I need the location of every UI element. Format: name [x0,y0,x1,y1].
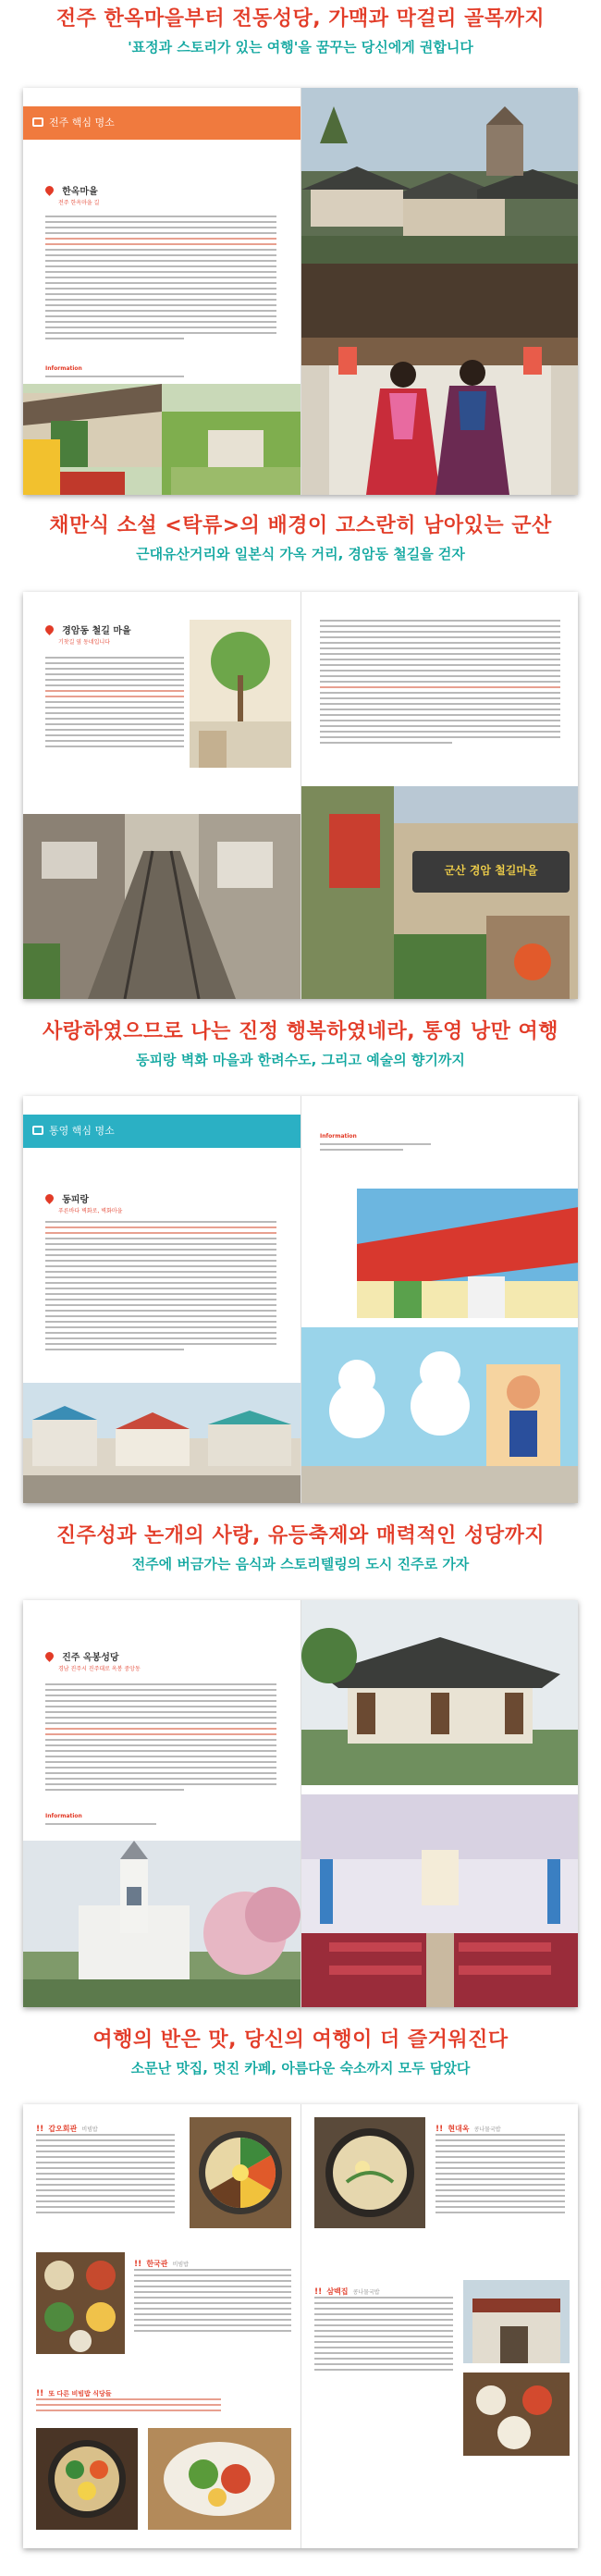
section-jeonju-header [0,0,601,83]
food-plate-photo [148,2428,291,2530]
hanok-roofs-photo [301,88,578,264]
cathedral-exterior-photo [23,1841,300,2007]
rail-village-sign-photo [301,786,578,999]
section-subtitle: 동피랑 벽화 마을과 한려수도, 그리고 예술의 향기까지 [136,1052,465,1068]
section-subtitle: '표정과 스토리가 있는 여행'을 꿈꾸는 당신에게 권합니다 [128,39,473,55]
hanbok-couple-photo [301,264,578,495]
section-subtitle: 근대유산거리와 일본식 가옥 거리, 경암동 철길을 걷자 [136,546,465,562]
book-spread-tongyeong [23,1096,578,1503]
information-label: Information [320,1133,357,1140]
section-tongyeong-header [0,1013,601,1087]
place-subtitle: 기찻길 옆 동네입니다 [58,639,110,646]
place-subtitle: 경남 진주시 진주대로 옥봉 중앙동 [58,1666,141,1672]
body-text [134,2269,291,2336]
location-pin-icon [43,184,55,196]
place-name: 진주 옥봉성당 [62,1653,119,1663]
side-dishes-photo [36,2252,125,2354]
section-jinju-header [0,1517,601,1591]
body-text [314,2297,453,2374]
location-pin-icon [43,623,55,635]
section-title: 여행의 반은 맛, 당신의 여행이 더 즐거워진다 [92,2028,509,2052]
section-banner: 전주 핵심 명소 [23,106,300,140]
place-subtitle: 전주 한옥마을 길 [58,200,100,206]
section-title: 진주성과 논개의 사랑, 유등축제와 매력적인 성당까지 [55,1524,546,1547]
book-spread-jinju [23,1600,578,2007]
body-text [45,657,184,751]
section-title: 사랑하였으므로 나는 진정 행복하였네라, 통영 낭만 여행 [42,1020,559,1043]
place-subtitle: 푸른바다 벽화로, 벽화마을 [58,1208,123,1214]
section-subtitle: 소문난 맛집, 멋진 카페, 아름다운 숙소까지 모두 담았다 [130,2060,471,2077]
hanok-street-photo [23,384,300,495]
body-text [45,1221,276,1354]
harbor-village-photo [23,1383,300,1503]
section-subtitle: 전주에 버금가는 음식과 스토리텔링의 도시 진주로 가자 [131,1556,470,1572]
rail-village-sign: 군산 경암 철길마을 [444,864,538,877]
section-banner: 통영 핵심 명소 [23,1115,300,1148]
section-title: 전주 한옥마을부터 전동성당, 가맥과 막걸리 골목까지 [55,7,546,31]
food-item: !! 한국관 비빔밥 [134,2260,189,2269]
information-label: Information [45,365,82,372]
church-interior-photo [301,1794,578,2007]
food-item: !! 현대옥 콩나물국밥 [435,2125,501,2134]
book-spread-food [23,2104,578,2548]
rail-alley-photo [23,814,300,999]
table-setting-photo [463,2373,570,2456]
section-food-header [0,2021,601,2095]
place-name: 한옥마을 [62,187,98,197]
section-title: 채만식 소설 <탁류>의 배경이 고스란히 남아있는 군산 [49,514,552,537]
food-item: !! 또 다른 비빔밥 식당들 [36,2389,112,2398]
soup-bowl-photo [314,2117,425,2228]
food-item: !! 갑오회관 비빔밥 [36,2125,98,2134]
hanok-chapel-photo [301,1600,578,1785]
location-pin-icon [43,1192,55,1204]
section-gunsan-header [0,507,601,581]
red-roof-mural-photo [357,1189,578,1318]
book-icon [32,117,43,127]
body-text [36,2134,175,2217]
information-label: Information [45,1813,82,1819]
body-text [320,620,560,747]
place-name: 경암동 철길 마을 [62,626,131,636]
body-text [36,2398,221,2415]
mural-wall-photo [190,620,291,768]
book-icon [32,1126,43,1135]
bibimbap-photo [190,2117,291,2228]
book-spread-gunsan [23,592,578,999]
location-pin-icon [43,1650,55,1662]
bibimbap-bowl-photo [36,2428,138,2530]
body-text [45,216,276,343]
restaurant-exterior-photo [463,2280,570,2363]
body-text [435,2134,565,2217]
body-text [45,1683,276,1794]
book-spread-jeonju [23,88,578,495]
food-item: !! 삼백집 콩나물국밥 [314,2287,380,2297]
place-name: 동피랑 [62,1195,90,1205]
mural-characters-photo [301,1327,578,1503]
